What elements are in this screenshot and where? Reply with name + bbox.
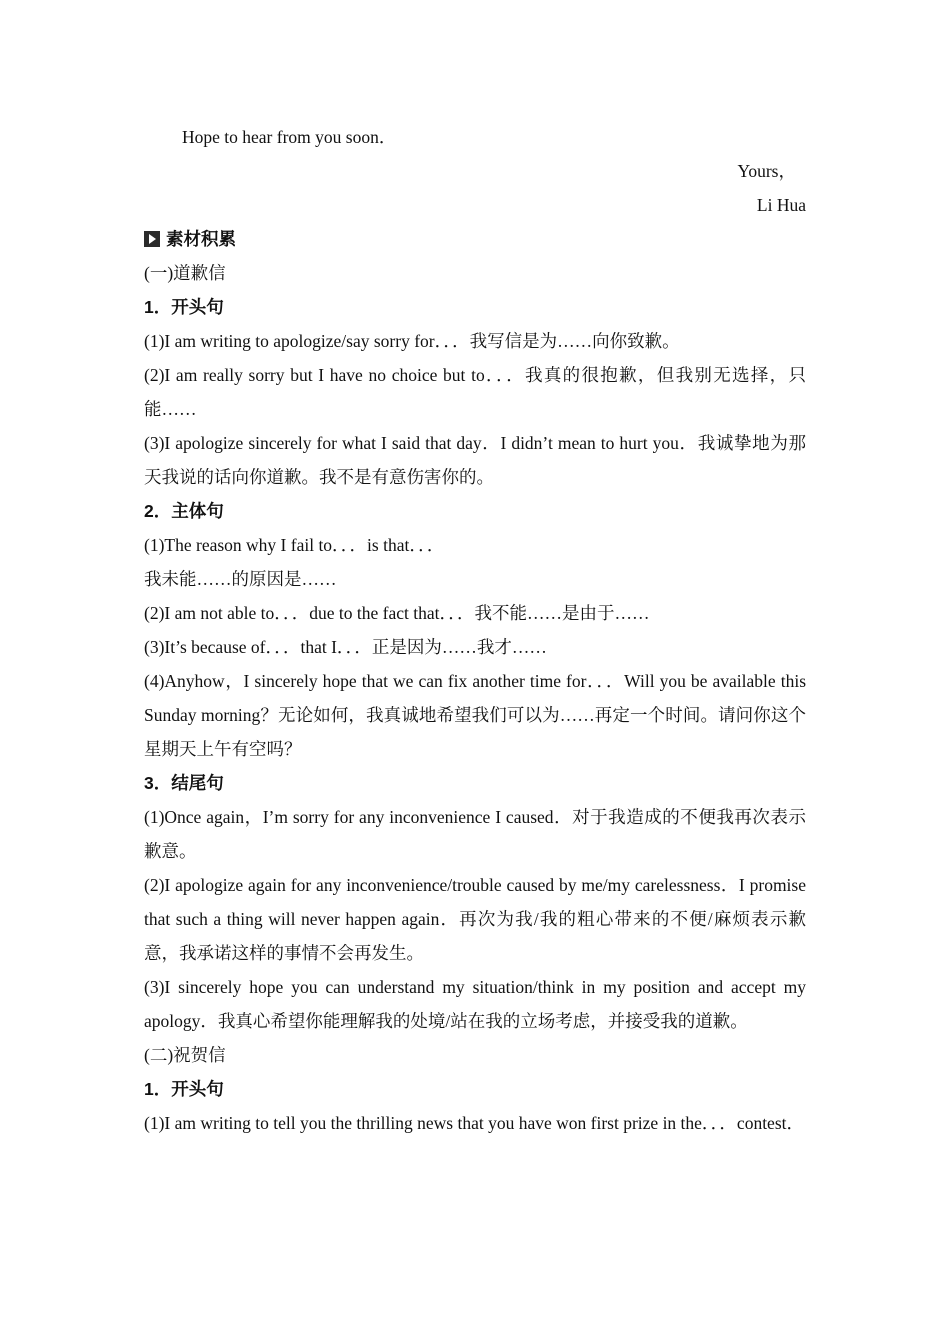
list-item-translation: 我未能……的原因是…… bbox=[144, 569, 337, 589]
subheading-ending: 3．结尾句 bbox=[144, 773, 224, 793]
subheading-opening-congrats: 1．开头句 bbox=[144, 1079, 224, 1099]
list-item: (3)I apologize sincerely for what I said that day．I didn’t mean to hurt you．我诚挚地为那天我说的话向你道歉。我不是有意伤害你的。 bbox=[144, 433, 806, 487]
category-heading-congrats: (二)祝贺信 bbox=[144, 1045, 226, 1065]
signature-name: Li Hua bbox=[756, 195, 806, 215]
subheading-body: 2．主体句 bbox=[144, 501, 224, 521]
subheading-opening: 1．开头句 bbox=[144, 297, 224, 317]
section-heading bbox=[144, 222, 806, 256]
list-item: (3)It’s because of．．．that I．．．正是因为……我才…… bbox=[144, 637, 547, 657]
list-item: (1)I am writing to apologize/say sorry for．．．我写信是为……向你致歉。 bbox=[144, 331, 680, 351]
list-item: (1)Once again，I’m sorry for any inconvenience I caused．对于我造成的不便我再次表示歉意。 bbox=[144, 807, 806, 861]
category-heading-apology: (一)道歉信 bbox=[144, 263, 226, 283]
section-heading-text: 素材积累 bbox=[166, 229, 236, 249]
list-item: (2)I am really sorry but I have no choice but to．．．我真的很抱歉，但我别无选择，只能…… bbox=[144, 365, 806, 419]
list-item: (1)The reason why I fail to．．．is that．．． bbox=[144, 535, 445, 555]
sign-off: Yours， bbox=[737, 161, 796, 181]
list-item: (3)I sincerely hope you can understand my situation/think in my position and accept my apology．我真心希望你能理解我的处境/站在我的立场考虑，并接受我的道歉。 bbox=[144, 977, 806, 1031]
closing-line: Hope to hear from you soon． bbox=[182, 127, 397, 147]
list-item: (2)I apologize again for any inconvenience/trouble caused by me/my carelessness．I promise that such a thing will never happen again．再次为我/我的粗心带来的不便/麻烦表示歉意，我承诺这样的事情不会再发生。 bbox=[144, 875, 806, 963]
list-item: (4)Anyhow，I sincerely hope that we can fix another time for．．．Will you be available this Sunday morning？无论如何，我真诚地希望我们可以为……再定一个时间。请问你这个星期天上午有空吗？ bbox=[144, 671, 806, 759]
document-content bbox=[144, 120, 806, 1140]
play-triangle-icon bbox=[144, 231, 160, 247]
list-item: (1)I am writing to tell you the thrilling news that you have won first prize in the．．．contest． bbox=[144, 1113, 805, 1133]
list-item: (2)I am not able to．．．due to the fact that．．．我不能……是由于…… bbox=[144, 603, 650, 623]
